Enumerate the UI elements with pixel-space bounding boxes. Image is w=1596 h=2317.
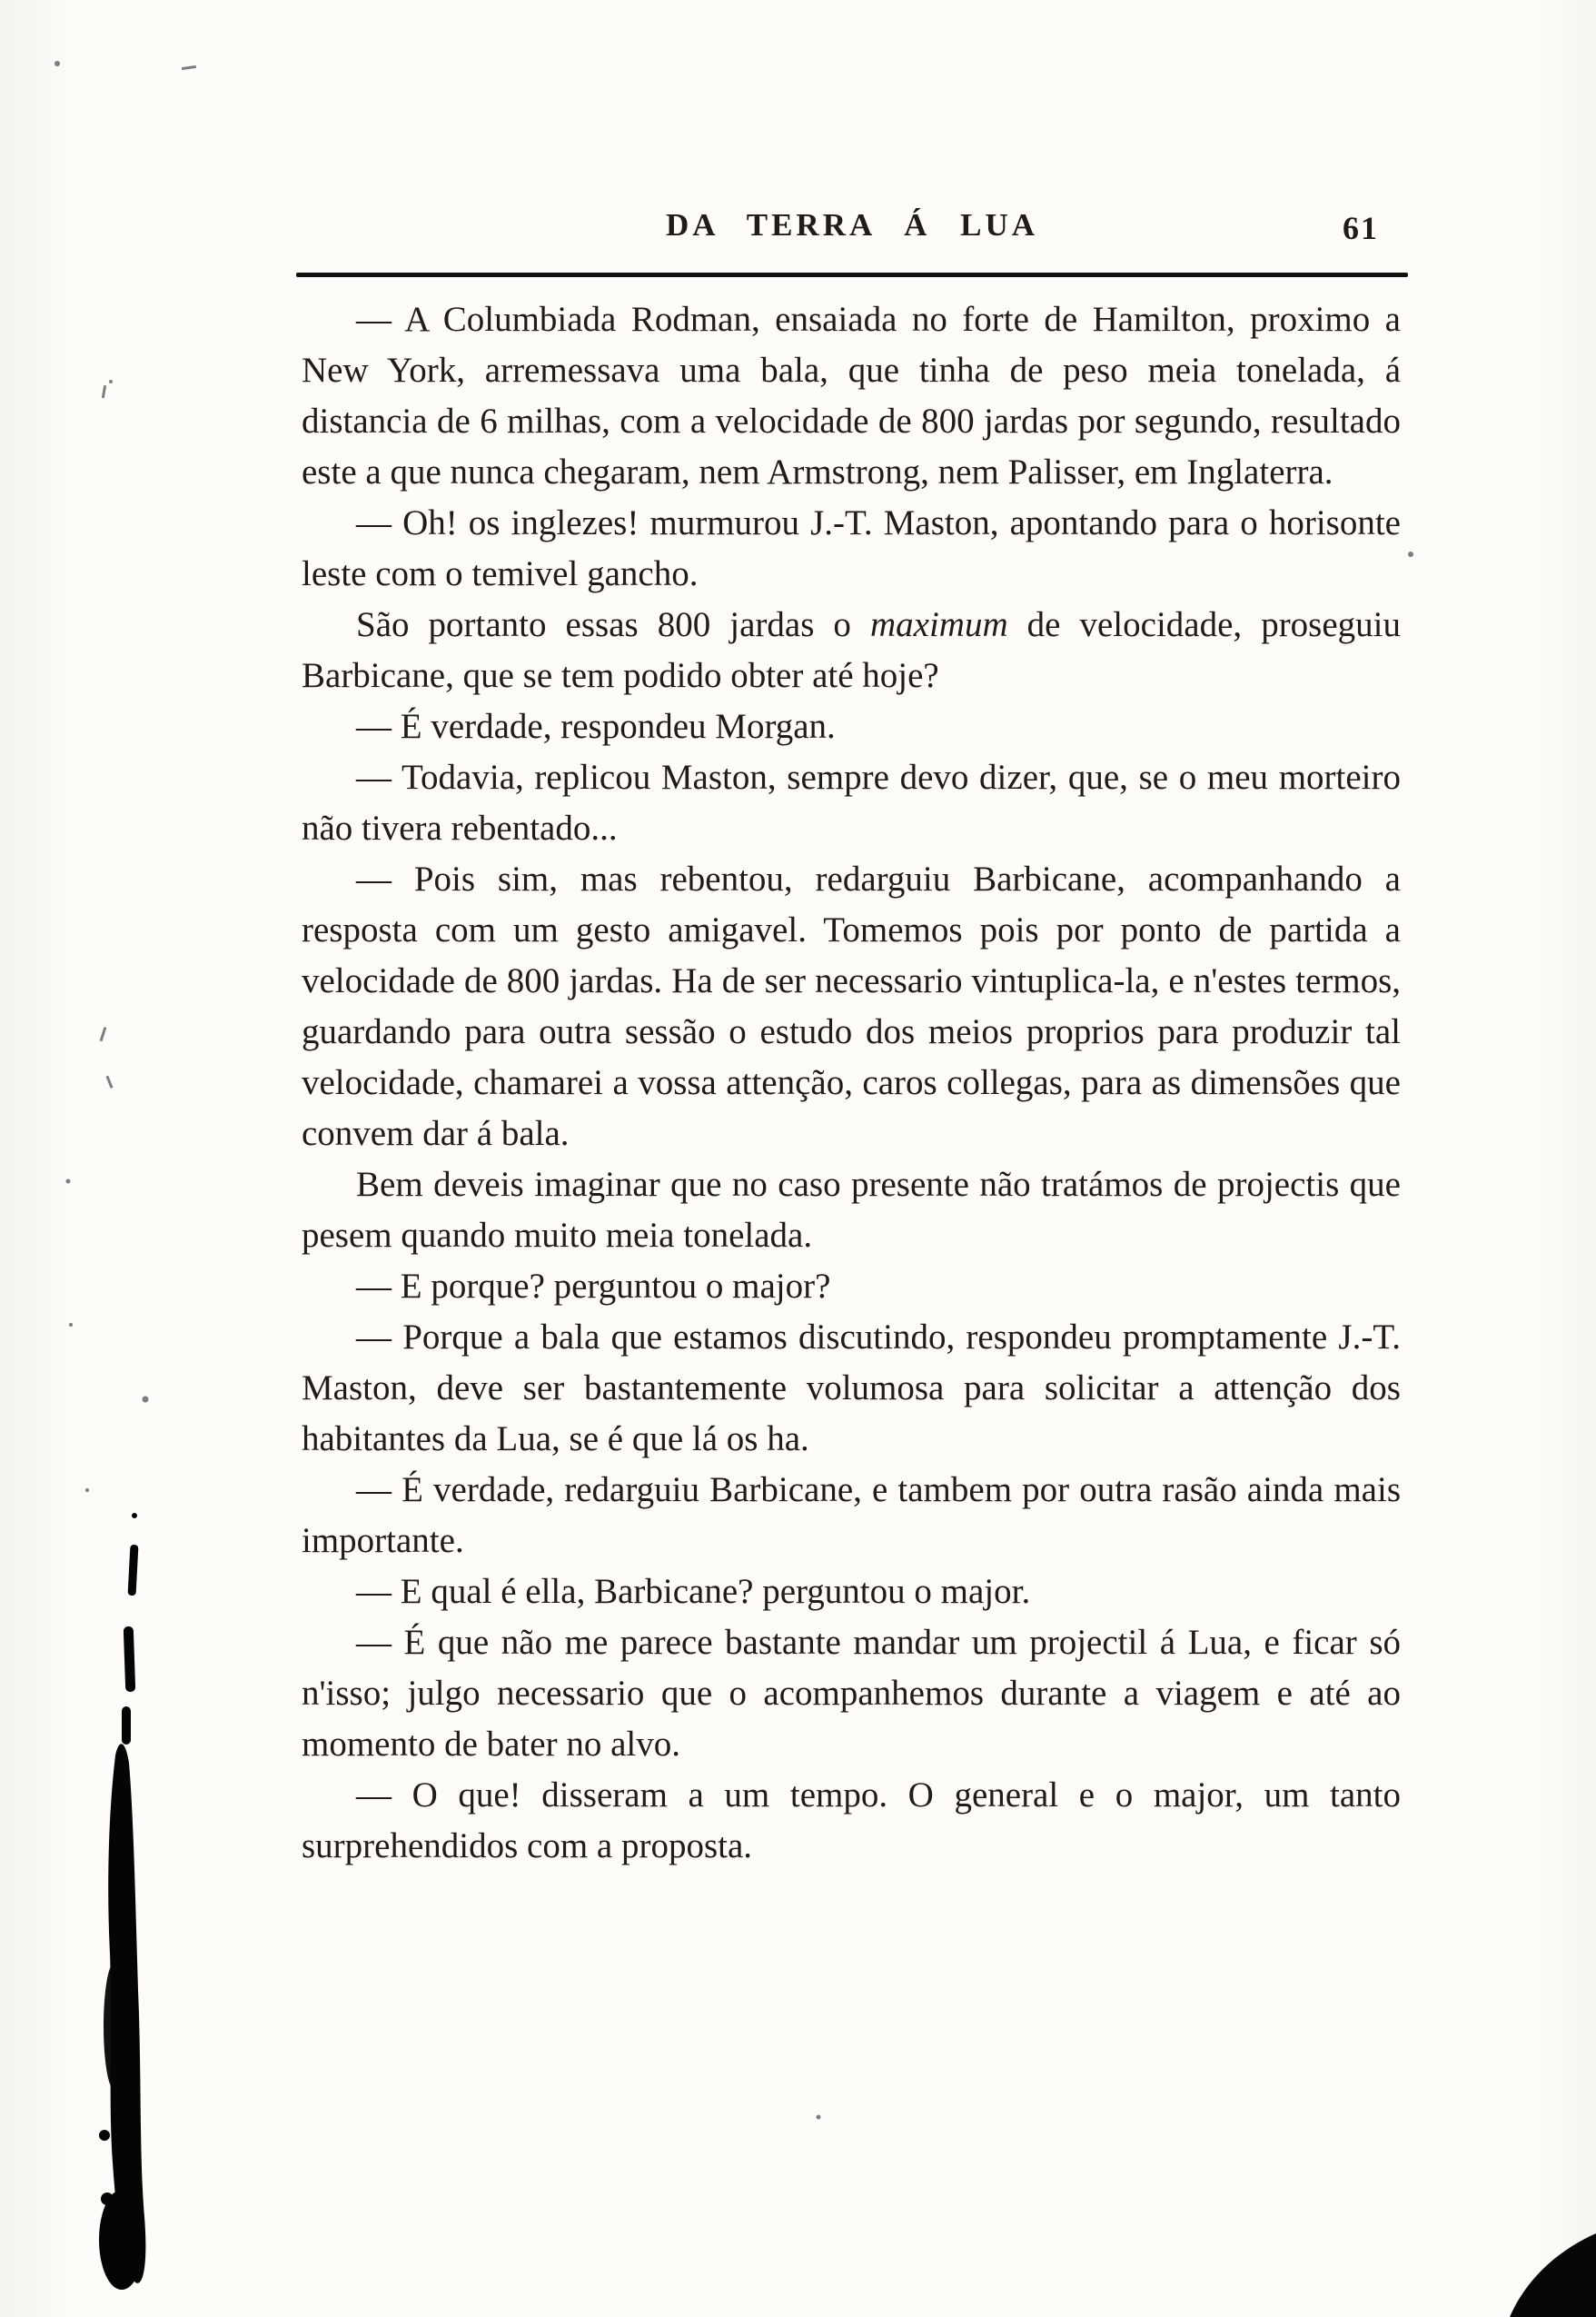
page-header xyxy=(302,207,1403,262)
paragraph: — A Columbiada Rodman, ensaiada no forte de Hamilton, proximo a New York, arremessava uma bala, que tinha de peso meia tonelada, á distancia de 6 milhas, com a velocidade de 800 jardas por segundo, resultado este a que nunca chegaram, nem Armstrong, nem Palisser, em Inglaterra. xyxy=(302,300,1401,492)
page-body-text xyxy=(302,294,1401,1872)
paragraph: — É verdade, redarguiu Barbicane, e tambem por outra rasão ainda mais importante. xyxy=(302,1470,1401,1560)
paragraph xyxy=(302,600,1401,701)
paragraph: — É que não me parece bastante mandar um projectil á Lua, e ficar só n'isso; julgo necessario que o acompanhemos durante a viagem e até ao momento de bater no alvo. xyxy=(302,1623,1401,1764)
paragraph: — Pois sim, mas rebentou, redarguiu Barbicane, acompanhando a resposta com um gesto amigavel. Tomemos pois por ponto de partida a velocidade de 800 jardas. Ha de ser necessario vintuplica-la, e n'estes termos, guardando para outra sessão o estudo dos meios proprios para produzir tal velocidade, chamarei a vossa attenção, caros collegas, para as dimensões que convem dar á bala. xyxy=(302,860,1401,1153)
page-number: 61 xyxy=(1343,210,1379,246)
paragraph: — E qual é ella, Barbicane? perguntou o major. xyxy=(356,1572,1031,1611)
paragraph: — Todavia, replicou Maston, sempre devo dizer, que, se o meu morteiro não tivera rebentado... xyxy=(302,758,1401,848)
italic-word: maximum xyxy=(869,605,1008,644)
paragraph: — Oh! os inglezes! murmurou J.-T. Maston, apontando para o horisonte leste com o temivel gancho. xyxy=(302,503,1401,593)
paragraph: — E porque? perguntou o major? xyxy=(356,1267,831,1306)
corner-mark xyxy=(1510,2233,1596,2317)
paragraph-text-segment: São portanto essas 800 jardas o xyxy=(356,605,870,644)
paragraph: — Porque a bala que estamos discutindo, respondeu promptamente J.-T. Maston, deve ser bastantemente volumosa para solicitar a attenção dos habitantes da Lua, se é que lá os ha. xyxy=(302,1318,1401,1458)
paragraph: Bem deveis imaginar que no caso presente não tratámos de projectis que pesem quando muito meia tonelada. xyxy=(302,1165,1401,1255)
running-title: DA TERRA Á LUA xyxy=(666,207,1038,243)
paragraph: — O que! disseram a um tempo. O general e o major, um tanto surprehendidos com a proposta. xyxy=(302,1775,1401,1865)
header-rule xyxy=(296,273,1408,277)
paragraph: — É verdade, respondeu Morgan. xyxy=(356,707,836,746)
ink-smudge xyxy=(99,1513,145,2290)
paragraph-text-segment: de velocidade, proseguiu Barbicane, que se tem podido obter até hoje? xyxy=(302,605,1402,695)
